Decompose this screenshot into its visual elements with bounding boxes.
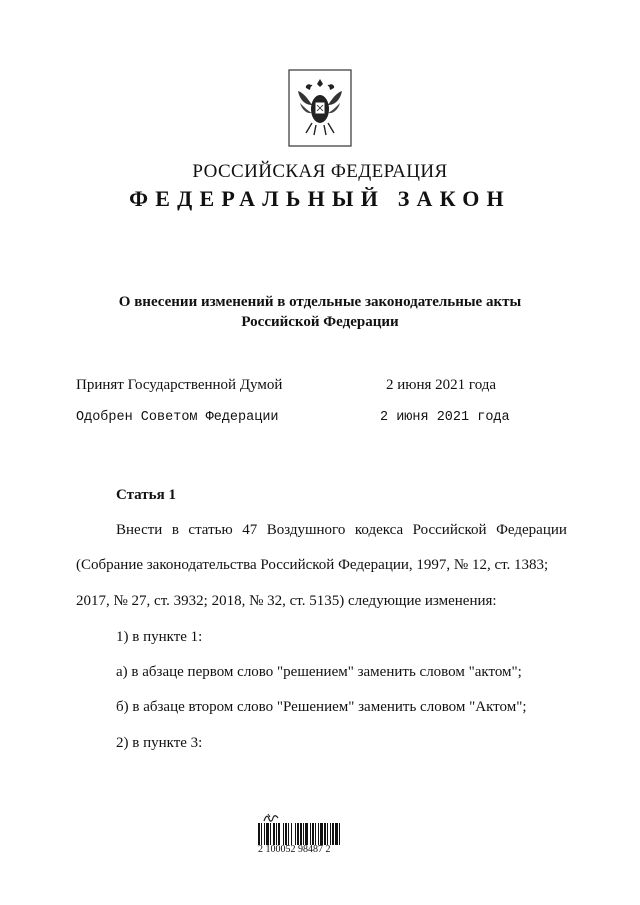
article-paragraph-line: 2017, № 27, ст. 3932; 2018, № 32, ст. 5135) следующие изменения: bbox=[76, 593, 497, 609]
intro-word: Федерации bbox=[496, 522, 567, 538]
intro-word: в bbox=[171, 522, 179, 538]
article-paragraph-line: (Собрание законодательства Российской Федерации, 1997, № 12, ст. 1383; bbox=[76, 557, 549, 573]
law-title-line-1: О внесении изменений в отдельные законодательные акты bbox=[118, 294, 522, 310]
article-heading: Статья 1 bbox=[116, 487, 176, 503]
document-type-heading: ФЕДЕРАЛЬНЫЙ ЗАКОН bbox=[129, 186, 511, 211]
law-title bbox=[0, 292, 640, 332]
intro-word: Внести bbox=[116, 522, 163, 538]
barcode bbox=[258, 823, 378, 845]
intro-word: Воздушного bbox=[266, 522, 346, 538]
intro-word: Российской bbox=[412, 522, 487, 538]
coat-of-arms-emblem bbox=[288, 69, 352, 147]
article-intro-line bbox=[116, 522, 567, 539]
intro-word: статью bbox=[188, 522, 233, 538]
council-approval-date: 2 июня 2021 года bbox=[380, 410, 510, 425]
article-item-1: 1) в пункте 1: bbox=[116, 629, 203, 645]
duma-adoption-label: Принят Государственной Думой bbox=[76, 377, 283, 393]
intro-word: кодекса bbox=[354, 522, 404, 538]
law-title-line-2: Российской Федерации bbox=[241, 314, 399, 330]
duma-adoption-date: 2 июня 2021 года bbox=[386, 377, 497, 393]
article-item-2: 2) в пункте 3: bbox=[116, 735, 203, 751]
barcode-number: 2 100052 98487 2 bbox=[258, 844, 331, 855]
article-subitem-b: б) в абзаце втором слово "Решением" заменить словом "Актом"; bbox=[116, 699, 527, 715]
article-subitem-a: а) в абзаце первом слово "решением" заменить словом "актом"; bbox=[116, 664, 522, 680]
country-name: РОССИЙСКАЯ ФЕДЕРАЦИЯ bbox=[192, 161, 448, 182]
intro-word: 47 bbox=[242, 522, 258, 538]
council-approval-label: Одобрен Советом Федерации bbox=[76, 410, 279, 425]
